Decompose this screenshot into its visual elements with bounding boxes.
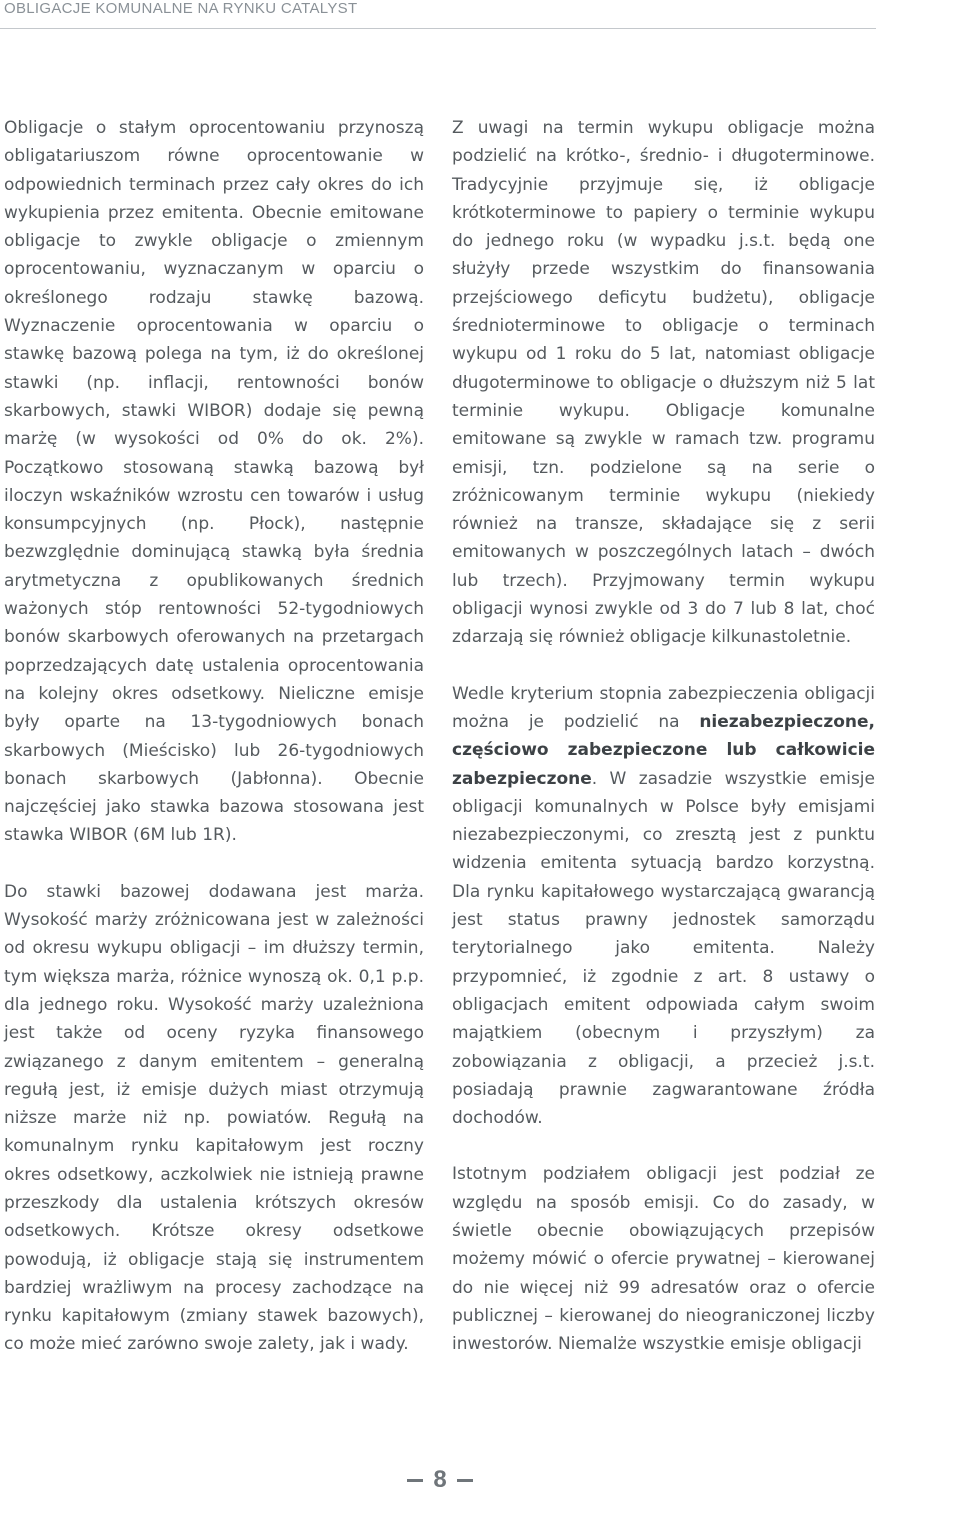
page-number-dash-right <box>457 1479 473 1482</box>
security-text-start: Wedle kryterium stopnia zabezpieczenia obligacji można je podzielić na <box>452 683 875 732</box>
right-paragraph-issuance: Istotnym podziałem obligacji jest podział ze względu na sposób emisji. Co do zasady, w świetle obecnie obowiązujących przepisów możemy mówić o ofercie prywatnej – kierowanej do nie więcej niż 99 adresatów oraz o ofercie publicznej – kierowanej do nieograniczonej liczby inwestorów. Niemalże wszystkie emisje obligacji <box>452 1164 875 1355</box>
right-paragraph-security <box>452 680 875 1133</box>
left-column <box>4 114 424 1359</box>
page-number-dash-left <box>407 1479 423 1482</box>
running-head: OBLIGACJE KOMUNALNE NA RYNKU CATALYST <box>4 0 358 17</box>
left-paragraph-fixed-rate: Obligacje o stałym oprocentowaniu przynoszą obligatariuszom równe oprocentowanie w odpowiednich terminach przez cały okres do ich wykupienia przez emitenta. Obecnie emitowane obligacje to zwykle obligacje o zmiennym oprocentowaniu, wyznaczanym w oparciu o określonego rodzaju stawkę bazową. Wyznaczenie oprocentowania w oparciu o stawkę bazową polega na tym, iż do określonej stawki (np. inflacji, rentowności bonów skarbowych, stawki WIBOR) dodaje się pewną marżę (w wysokości od 0% do ok. 2%). Początkowo stosowaną stawką bazową był iloczyn wskaźników wzrostu cen towarów i usług konsumpcyjnych (np. Płock), następnie bezwzględnie dominującą stawką była średnia arytmetyczna z opublikowanych średnich ważonych stóp rentowności 52-tygodniowych bonów skarbowych oferowanych na przetargach poprzedzających datę ustalenia oprocentowania na kolejny okres odsetkowy. Nieliczne emisje były oparte na 13-tygodniowych bonach skarbowych (Mieścisko) lub 26-tygodniowych bonach skarbowych (Jabłonna). Obecnie najczęściej jako stawka bazowa stosowana jest stawka WIBOR (6M lub 1R). <box>4 118 424 846</box>
security-text-end: . W zasadzie wszystkie emisje obligacji komunalnych w Polsce były emisjami niezabezpieczonymi, co zresztą jest z punktu widzenia emitenta sytuacją bardzo korzystną. Dla rynku kapitałowego wystarczającą gwarancją jest status prawny jednostek samorządu terytorialnego jako emitenta. Należy przypomnieć, iż zgodnie z art. 8 ustawy o obligacjach emitent odpowiada całym swoim majątkiem (obecnym i przyszłym) za zobowiązania z obligacji, a przecież j.s.t. posiadają prawnie zagwarantowane źródła dochodów. <box>452 768 875 1129</box>
right-paragraph-maturity: Z uwagi na termin wykupu obligacje można podzielić na krótko-, średnio- i długoterminowe. Tradycyjnie przyjmuje się, iż obligacje krótkoterminowe to papiery o terminie wykupu do jednego roku (w wypadku j.s.t. będą one służyły przede wszystkim do finansowania przejściowego deficytu budżetu), obligacje średnioterminowe to obligacje o terminach wykupu od 1 roku do 5 lat, natomiast obligacje długoterminowe to obligacje o dłuższym niż 5 lat terminie wykupu. Obligacje komunalne emitowane są zwykle w ramach tzw. programu emisji, tzn. podzielone są na serie o zróżnicowanym terminie wykupu (niekiedy również na transze, składające się z serii emitowanych w poszczególnych latach – dwóch lub trzech). Przyjmowany termin wykupu obligacji wynosi zwykle od 3 do 7 lub 8 lat, choć zdarzają się również obligacje kilkunastoletnie. <box>452 118 875 648</box>
right-column <box>452 114 875 1358</box>
page-number <box>0 1466 880 1494</box>
left-paragraph-margin: Do stawki bazowej dodawana jest marża. Wysokość marży zróżnicowana jest w zależności od okresu wykupu obligacji – im dłuższy termin, tym większa marża, różnice wynoszą ok. 0,1 p.p. dla jednego roku. Wysokość marży uzależniona jest także od oceny ryzyka finansowego związanego z danym emitentem – generalną regułą jest, iż emisje dużych miast otrzymują niższe marże niż np. powiatów. Regułą na komunalnym rynku kapitałowym jest roczny okres odsetkowy, aczkolwiek nie istnieją prawne przeszkody dla ustalenia krótszych okresów odsetkowych. Krótsze okresy odsetkowe powodują, iż obligacje stają się instrumentem bardziej wrażliwym na procesy zachodzące na rynku kapitałowym (zmiany stawek bazowych), co może mieć zarówno swoje zalety, jak i wady. <box>4 881 424 1355</box>
header-rule <box>0 28 876 29</box>
security-types-bold: niezabezpieczone, częściowo zabezpieczone lub całkowicie zabezpieczone <box>452 711 875 789</box>
page-number-value: 8 <box>433 1466 447 1493</box>
